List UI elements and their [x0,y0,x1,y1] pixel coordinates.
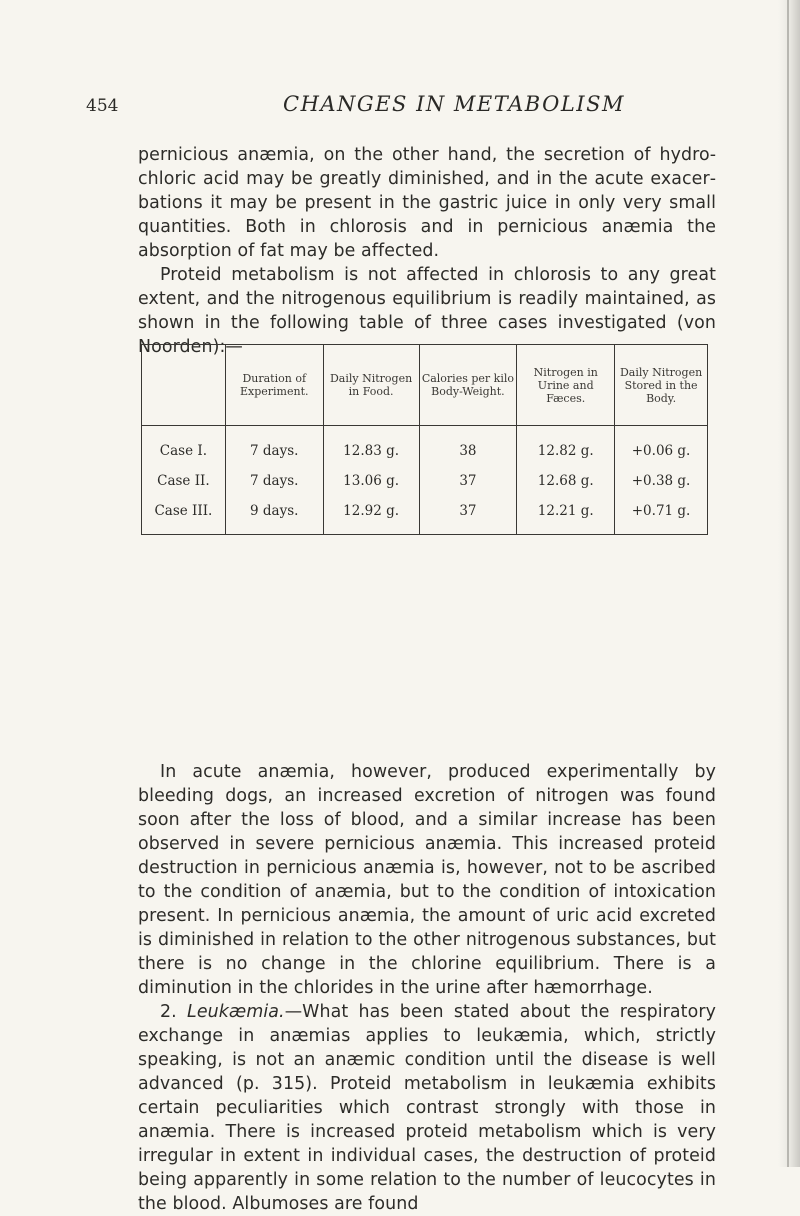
page-number: 454 [86,96,119,116]
section-text: —What has been stated about the respiratory exchange in anæmias applies to leukæmia, which, strictly speaking, is not an anæmic condition until the disease is well advanced (p. 315). Proteid metabolism in leukæmia exhibits certain peculiarities which contrast strongly with those in anæmia. There is increased proteid metabolism which is very irregular in extent in individual cases, the destruction of proteid being apparently in some relation to the number of leucocytes in the blood. Albumoses are found [138,1002,716,1214]
table-cell: 7 days. [225,426,323,467]
table-cell: 12.92 g. [323,496,419,535]
table-cell: 37 [419,466,517,496]
table-header-calories: Calories per kilo Body-Weight. [419,345,517,426]
main-text-block [138,760,716,1216]
table-cell: 12.21 g. [517,496,615,535]
table-cell: +0.06 g. [615,426,708,467]
table-cell: 12.82 g. [517,426,615,467]
paragraph-pernicious-anaemia: pernicious anæmia, on the other hand, the secretion of hydrochloric acid may be greatly diminished, and in the acute exacerbations it may be present in the gastric juice in only very small quantities. Both in chlorosis and in pernicious anæmia the absorption of fat may be affected. [138,145,716,261]
table-header-nitrogen-food: Daily Nitrogen in Food. [323,345,419,426]
table-header-duration: Duration of Experiment. [225,345,323,426]
page-header [0,92,800,122]
running-head: CHANGES IN METABOLISM [283,92,625,116]
table-cell: Case III. [142,496,226,535]
table-header-nitrogen-urine: Nitrogen in Urine and Fæces. [517,345,615,426]
table-row [142,426,708,467]
table-cell: +0.38 g. [615,466,708,496]
section-number: 2. [160,1002,177,1022]
intro-text-block [138,143,716,359]
table-cell: 13.06 g. [323,466,419,496]
nitrogen-table [141,344,708,535]
table-header-row [142,345,708,426]
table-row [142,496,708,535]
table-cell: 38 [419,426,517,467]
paragraph-acute-anaemia: In acute anæmia, however, produced experimentally by bleeding dogs, an increased excretion of nitrogen was found soon after the loss of blood, and a similar increase has been observed in severe pernicious anæmia. This increased proteid destruction in pernicious anæmia is, however, not to be ascribed to the condition of anæmia, but to the condition of intoxication present. In pernicious anæmia, the amount of uric acid excreted is diminished in relation to the other nitrogenous substances, but there is no change in the chlorine equilibrium. There is a diminution in the chlorides in the urine after hæmorrhage. [138,762,716,998]
page-edge-line [787,0,789,1167]
paragraph-proteid-metabolism: Proteid metabolism is not affected in chlorosis to any great extent, and the nitrogenous equilibrium is readily maintained, as shown in the following table of three cases investigated (von Noorden):— [138,265,716,357]
page-edge-shadow [778,0,800,1167]
paragraph-leukaemia [138,1000,716,1216]
table-header-nitrogen-stored: Daily Nitrogen Stored in the Body. [615,345,708,426]
table-cell: 7 days. [225,466,323,496]
table-cell: Case II. [142,466,226,496]
table-cell: 12.83 g. [323,426,419,467]
table-cell: Case I. [142,426,226,467]
table-cell: 12.68 g. [517,466,615,496]
table-row [142,466,708,496]
table-header-case [142,345,226,426]
table-cell: 37 [419,496,517,535]
table-cell: 9 days. [225,496,323,535]
table-cell: +0.71 g. [615,496,708,535]
section-title: Leukæmia. [187,1002,285,1022]
